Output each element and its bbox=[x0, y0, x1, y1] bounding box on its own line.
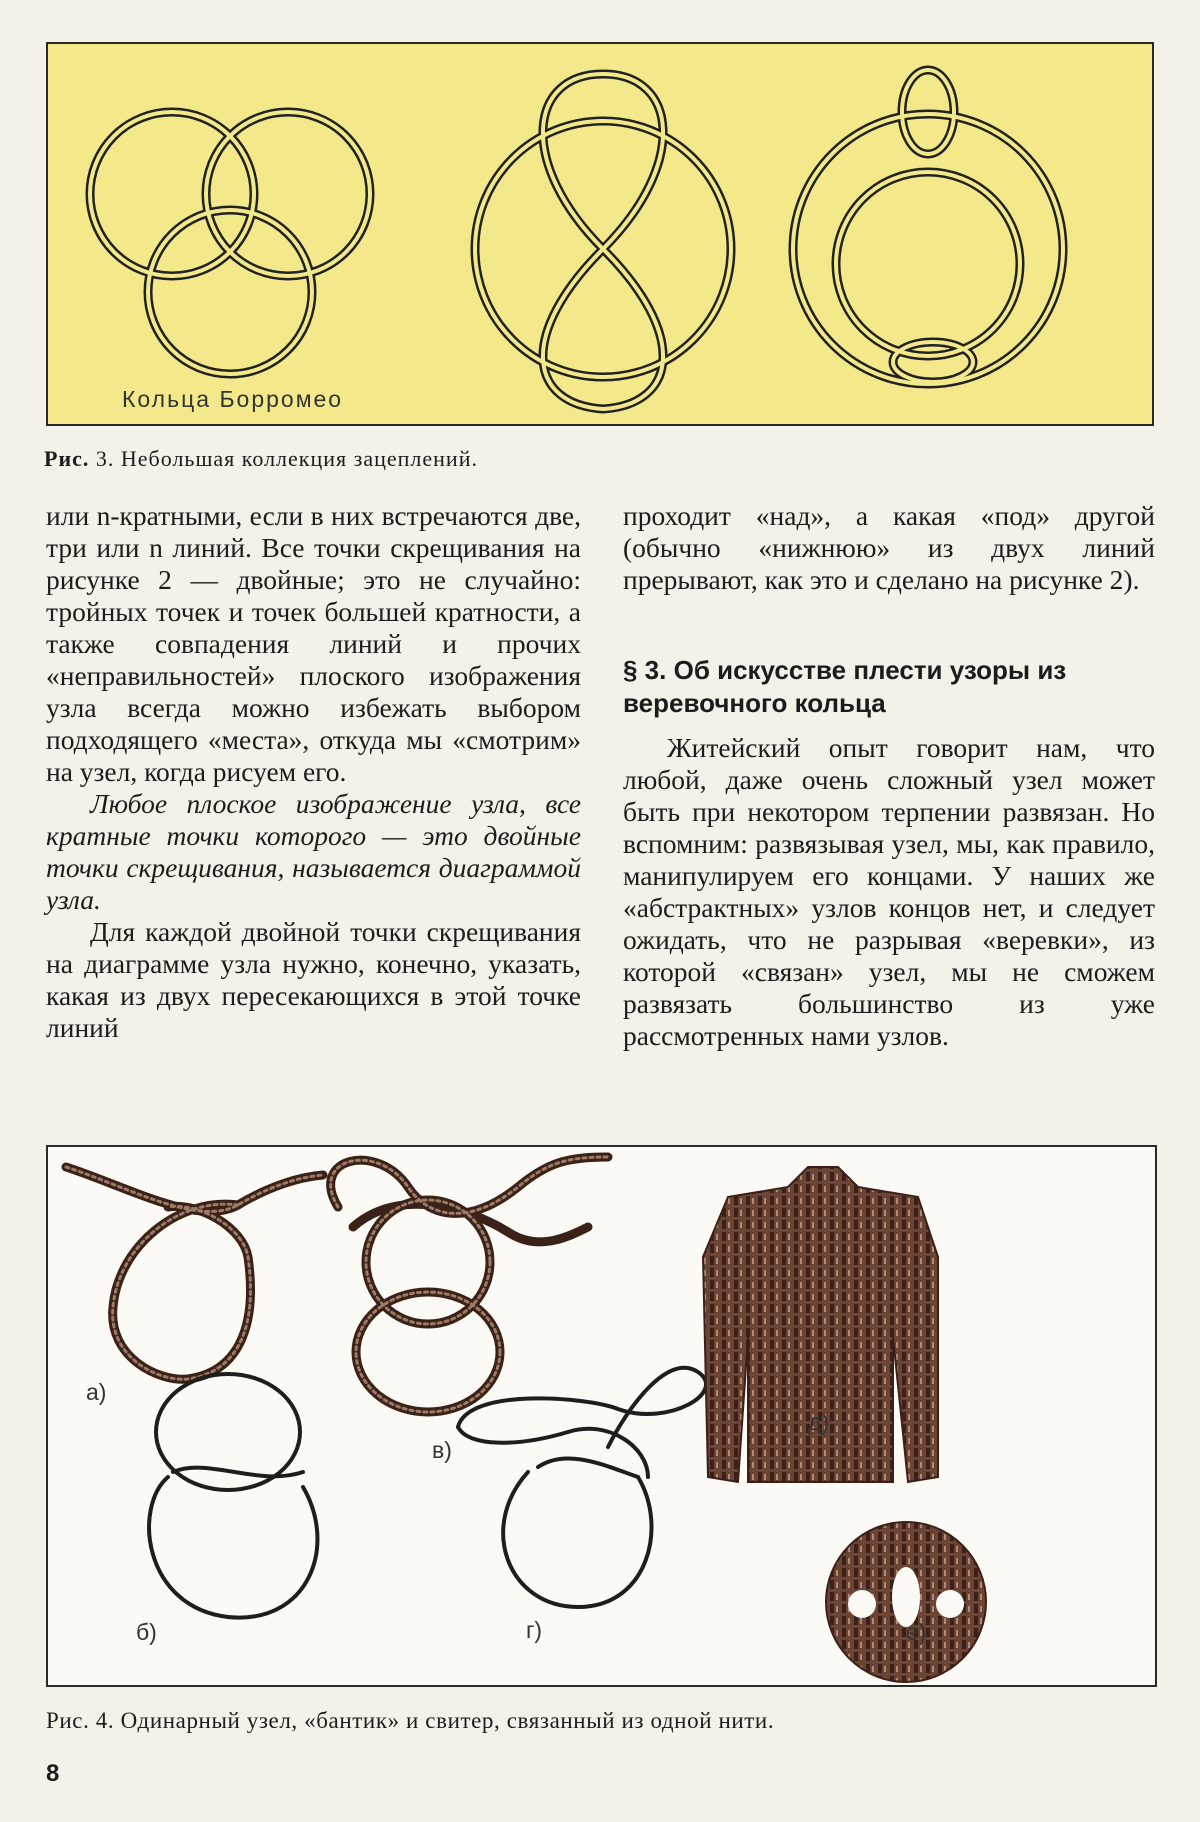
overhand-knot-rope-icon bbox=[66, 1167, 323, 1379]
figure-4-panel bbox=[46, 1145, 1157, 1687]
borromean-rings-icon bbox=[90, 112, 370, 374]
label-g: г) bbox=[526, 1617, 543, 1643]
bow-knot-rope-icon bbox=[331, 1157, 608, 1412]
definition-paragraph: Любое плоское изображение узла, все кратные точки которого — это двойные точки скрещивания, называется диаграммой узла. bbox=[46, 788, 581, 915]
figure-4-caption: Рис. 4. Одинарный узел, «бантик» и свитер, связанный из одной нити. bbox=[46, 1708, 775, 1733]
paragraph: Для каждой двойной точки скрещивания на диаграмме узла нужно, конечно, указать, какая из двух пересекающихся в этой точке линий bbox=[46, 916, 581, 1043]
label-v: в) bbox=[432, 1437, 452, 1463]
paragraph: или n-кратными, если в них встречаются две, три или n линий. Все точки скрещивания на рисунке 2 — двойные; это не случайно: тройных точек и точек большей кратности, а также совпадения линий и прочих «неправильностей» плоского изображения узла всегда можно избежать выбором подходящего «места», откуда мы «смотрим» на узел, когда рисуем его. bbox=[46, 500, 581, 787]
right-text-column bbox=[623, 500, 1155, 1052]
links-illustration bbox=[48, 44, 1156, 428]
page-number: 8 bbox=[46, 1760, 60, 1787]
figure-3-panel bbox=[46, 42, 1154, 426]
section-heading: § 3. Об искусстве плести узоры из веревочного кольца bbox=[623, 655, 1067, 718]
bow-line-icon bbox=[458, 1368, 706, 1607]
unknot-line-icon bbox=[149, 1374, 317, 1618]
caption-prefix: Рис. bbox=[44, 446, 90, 471]
paragraph: Житейский опыт говорит нам, что любой, даже очень сложный узел может быть при некотором терпении развязан. Но вспомним: развязывая узел, мы, как правило, манипулируем его концами. У наших же «абстрактных» узлов концов нет, и следует ожидать, что не разрывая «веревки», из которой «связан» узел, мы не сможем развязать большинство из уже рассмотренных нами узлов. bbox=[623, 732, 1155, 1051]
borromean-rings-label: Кольца Борромео bbox=[122, 386, 344, 412]
label-e: е) bbox=[906, 1619, 927, 1645]
paragraph: проходит «над», а какая «под» другой (обычно «нижнюю» из двух линий прерывают, как это и сделано на рисунке 2). bbox=[623, 500, 1155, 595]
caption-text: 3. Небольшая коллекция зацеплений. bbox=[89, 446, 478, 471]
knitted-disc-icon bbox=[826, 1522, 986, 1682]
knots-illustration bbox=[48, 1147, 1159, 1689]
label-a: а) bbox=[86, 1379, 107, 1405]
linked-ring-icon bbox=[793, 70, 1063, 384]
left-text-column bbox=[46, 500, 581, 1044]
label-b: б) bbox=[136, 1619, 157, 1645]
figure-3-caption bbox=[44, 446, 478, 472]
figure-eight-knot-icon bbox=[475, 74, 731, 409]
label-d: д) bbox=[808, 1409, 830, 1435]
